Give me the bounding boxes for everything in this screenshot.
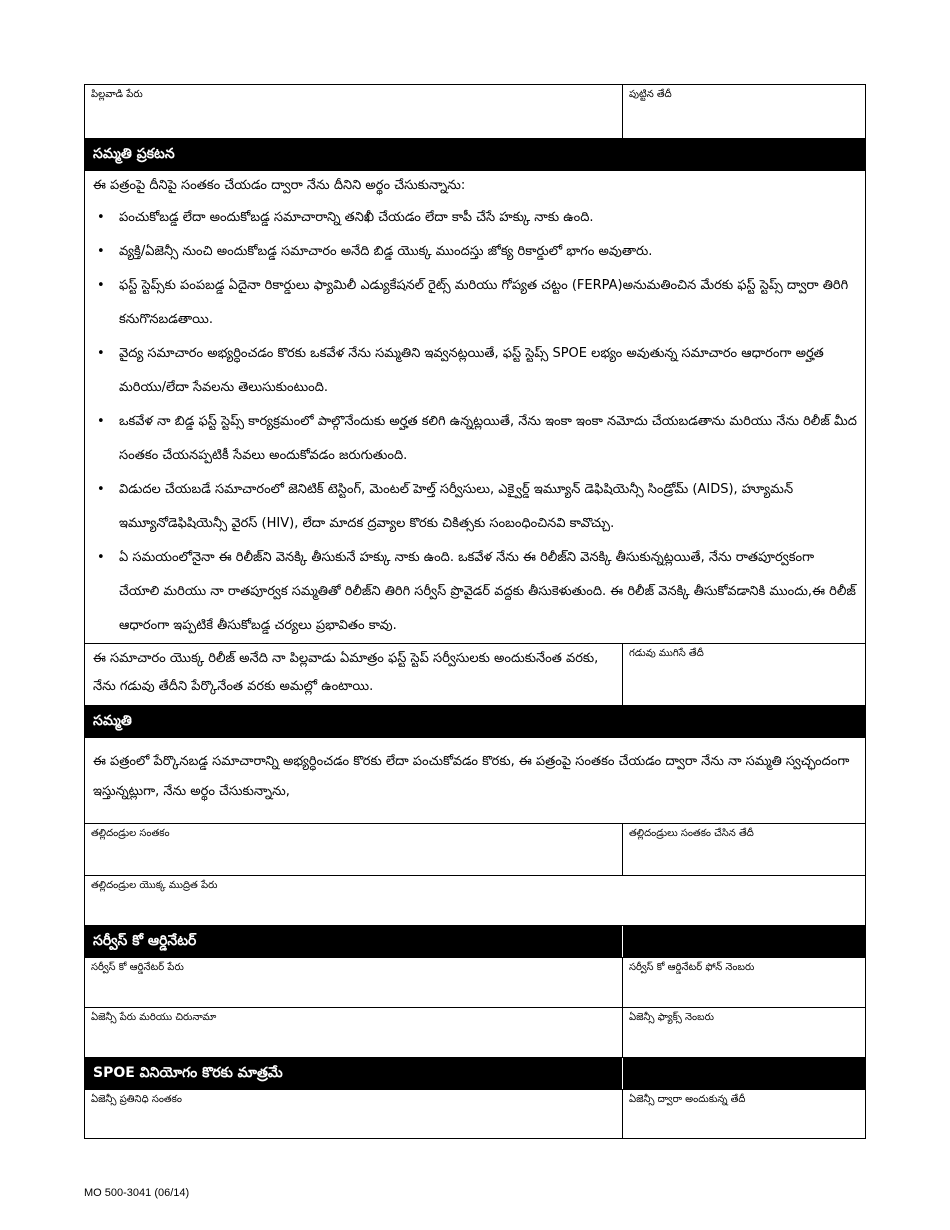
expiry-date-label: గడువు ముగిసే తేదీ bbox=[629, 648, 704, 659]
release-row bbox=[85, 644, 865, 706]
consent-form bbox=[84, 84, 866, 1139]
agency-name-address-label: ఏజెన్సీ పేరు మరియు చిరునామా bbox=[91, 1012, 217, 1023]
release-text: ఈ సమాచారం యొక్క రిలీజ్ అనేది నా పిల్లవాడు ఏమాత్రం ఫస్ట్ స్టెప్ సర్వీసులకు అందుకునేంత వరకు, నేను గడువు తేదీని పేర్కొనేంత వరకు అమల్లో ఉంటాయి. bbox=[85, 644, 623, 705]
agency-fax-field[interactable] bbox=[623, 1008, 865, 1057]
parent-signature-row bbox=[85, 824, 865, 876]
consent-header bbox=[85, 706, 865, 738]
declaration-body bbox=[85, 171, 865, 644]
spoe-row bbox=[85, 1090, 865, 1138]
parent-signature-date-label: తల్లిదండ్రులు సంతకం చేసిన తేదీ bbox=[629, 828, 754, 839]
parent-signature-field[interactable] bbox=[85, 824, 623, 875]
child-name-label: పిల్లవాడి పేరు bbox=[91, 89, 143, 100]
form-number: MO 500-3041 (06/14) bbox=[84, 1187, 190, 1199]
expiry-date-field[interactable] bbox=[623, 644, 865, 705]
spoe-heading: SPOE వినియోగం కొరకు మాత్రమే bbox=[85, 1058, 623, 1089]
spoe-header bbox=[85, 1058, 865, 1090]
consent-heading: సమ్మతి bbox=[93, 713, 132, 729]
declaration-item: • ఏ సమయంలోనైనా ఈ రిలీజ్‌ని వెనక్కి తీసుకునే హక్కు నాకు ఉంది. ఒకవేళ నేను ఈ రిలీజ్‌ని వెనక్కి తీసుకున్నట్లయితే, నేను రాతపూర్వకంగా చేయాలి మరియు నా రాతపూర్వక సమ్మతితో రిలీజ్‌ని తిరిగి సర్వీస్ ప్రొవైడర్ వద్దకు తీసుకెళుతుంది. ఈ రిలీజ్ వెనక్కి తీసుకోవడానికి ముందు,ఈ రిలీజ్ ఆధారంగా ఇప్పటికే తీసుకోబడ్డ చర్యలు ప్రభావితం కావు. bbox=[119, 541, 857, 643]
consent-text-row bbox=[85, 738, 865, 824]
agency-received-date-label: ఏజెన్సీ ద్వారా అందుకున్న తేదీ bbox=[629, 1094, 746, 1105]
agency-rep-signature-label: ఏజెన్సీ ప్రతినిధి సంతకం bbox=[91, 1094, 182, 1105]
agency-fax-label: ఏజెన్సీ ఫ్యాక్స్ నెంబరు bbox=[629, 1012, 714, 1023]
coordinator-name-label: సర్వీస్ కో ఆర్డినేటర్ పేరు bbox=[91, 962, 184, 973]
declaration-header bbox=[85, 139, 865, 171]
parent-signature-label: తల్లిదండ్రుల సంతకం bbox=[91, 828, 170, 839]
declaration-item: • పంచుకోబడ్డ లేదా అందుకోబడ్డ సమాచారాన్ని తనిఖీ చేయడం లేదా కాపీ చేసే హక్కు నాకు ఉంది. bbox=[119, 201, 857, 235]
child-dob-field[interactable] bbox=[623, 85, 865, 138]
parent-printed-name-label: తల్లిదండ్రుల యొక్క ముద్రిత పేరు bbox=[91, 880, 218, 891]
declaration-item: • వైద్య సమాచారం అభ్యర్ధించడం కొరకు ఒకవేళ నేను సమ్మతిని ఇవ్వనట్లయితే, ఫస్ట్ స్టెప్స్ SPOE లభ్యం అవుతున్న సమాచారం ఆధారంగా అర్హత మరియు/లేదా సేవలను తెలుసుకుంటుంది. bbox=[119, 337, 857, 405]
child-info-row bbox=[85, 85, 865, 139]
declaration-item: • విడుదల చేయబడే సమాచారంలో జెనిటిక్ టెస్టింగ్, మెంటల్ హెల్త్ సర్వీసులు, ఎక్వైర్డ్ ఇమ్యూన్ డెఫిషియెన్సీ సిండ్రోమ్ (AIDS), హ్యూమన్ ఇమ్యూనోడెఫిషియెన్సీ వైరస్ (HIV), లేదా మాదక ద్రవ్యాల కొరకు చికిత్సకు సంబంధించినవి కావొచ్చు. bbox=[119, 473, 857, 541]
declaration-heading: సమ్మతి ప్రకటన bbox=[93, 146, 175, 162]
parent-printed-name-field[interactable] bbox=[85, 876, 865, 925]
agency-name-address-field[interactable] bbox=[85, 1008, 623, 1057]
consent-text: ఈ పత్రంలో పేర్కొనబడ్డ సమాచారాన్ని అభ్యర్ధించడం కొరకు లేదా పంచుకోవడం కొరకు, ఈ పత్రంపై సంతకం చేయడం ద్వారా నేను నా సమ్మతి స్వచ్ఛందంగా ఇస్తున్నట్లుగా, నేను అర్థం చేసుకున్నాను, bbox=[93, 754, 850, 799]
declaration-item: • ఒకవేళ నా బిడ్డ ఫస్ట్ స్టెప్స్ కార్యక్రమంలో పాల్గొనేందుకు అర్హత కలిగి ఉన్నట్లయితే, నేను ఇంకా ఇంకా నమోదు చేయబడతాను మరియు నేను రిలీజ్ మీద సంతకం చేయనప్పటికీ సేవలు అందుకోవడం జరుగుతుంది. bbox=[119, 405, 857, 473]
coordinator-phone-field[interactable] bbox=[623, 958, 865, 1007]
coordinator-header bbox=[85, 926, 865, 958]
coordinator-heading: సర్వీస్ కో ఆర్డినేటర్ bbox=[85, 926, 623, 957]
declaration-item: • ఫస్ట్ స్టెప్స్‌కు పంపబడ్డ ఏదైనా రికార్డులు ఫ్యామిలీ ఎడ్యుకేషనల్ రైట్స్ మరియు గోప్యత చట్టం (FERPA)అనుమతించిన మేరకు ఫస్ట్ స్టెప్స్ ద్వారా తిరిగి కనుగొనబడతాయి. bbox=[119, 269, 857, 337]
agency-rep-signature-field[interactable] bbox=[85, 1090, 623, 1138]
coordinator-phone-label: సర్వీస్ కో ఆర్డినేటర్ ఫోన్ నెంబరు bbox=[629, 962, 755, 973]
child-name-field[interactable] bbox=[85, 85, 623, 138]
coordinator-name-row bbox=[85, 958, 865, 1008]
child-dob-label: పుట్టిన తేదీ bbox=[629, 89, 672, 100]
declaration-intro: ఈ పత్రంపై దీనిపై సంతకం చేయడం ద్వారా నేను దీనిని అర్థం చేసుకున్నాను: bbox=[93, 178, 466, 193]
declaration-item: • వ్యక్తి/ఏజెన్సీ నుంచి అందుకోబడ్డ సమాచారం అనేది బిడ్డ యొక్క ముందస్తు జోక్య రికార్డులో భాగం అవుతారు. bbox=[119, 235, 857, 269]
agency-row bbox=[85, 1008, 865, 1058]
parent-printed-name-row bbox=[85, 876, 865, 926]
declaration-list bbox=[93, 201, 857, 643]
agency-received-date-field[interactable] bbox=[623, 1090, 865, 1138]
coordinator-name-field[interactable] bbox=[85, 958, 623, 1007]
parent-signature-date-field[interactable] bbox=[623, 824, 865, 875]
